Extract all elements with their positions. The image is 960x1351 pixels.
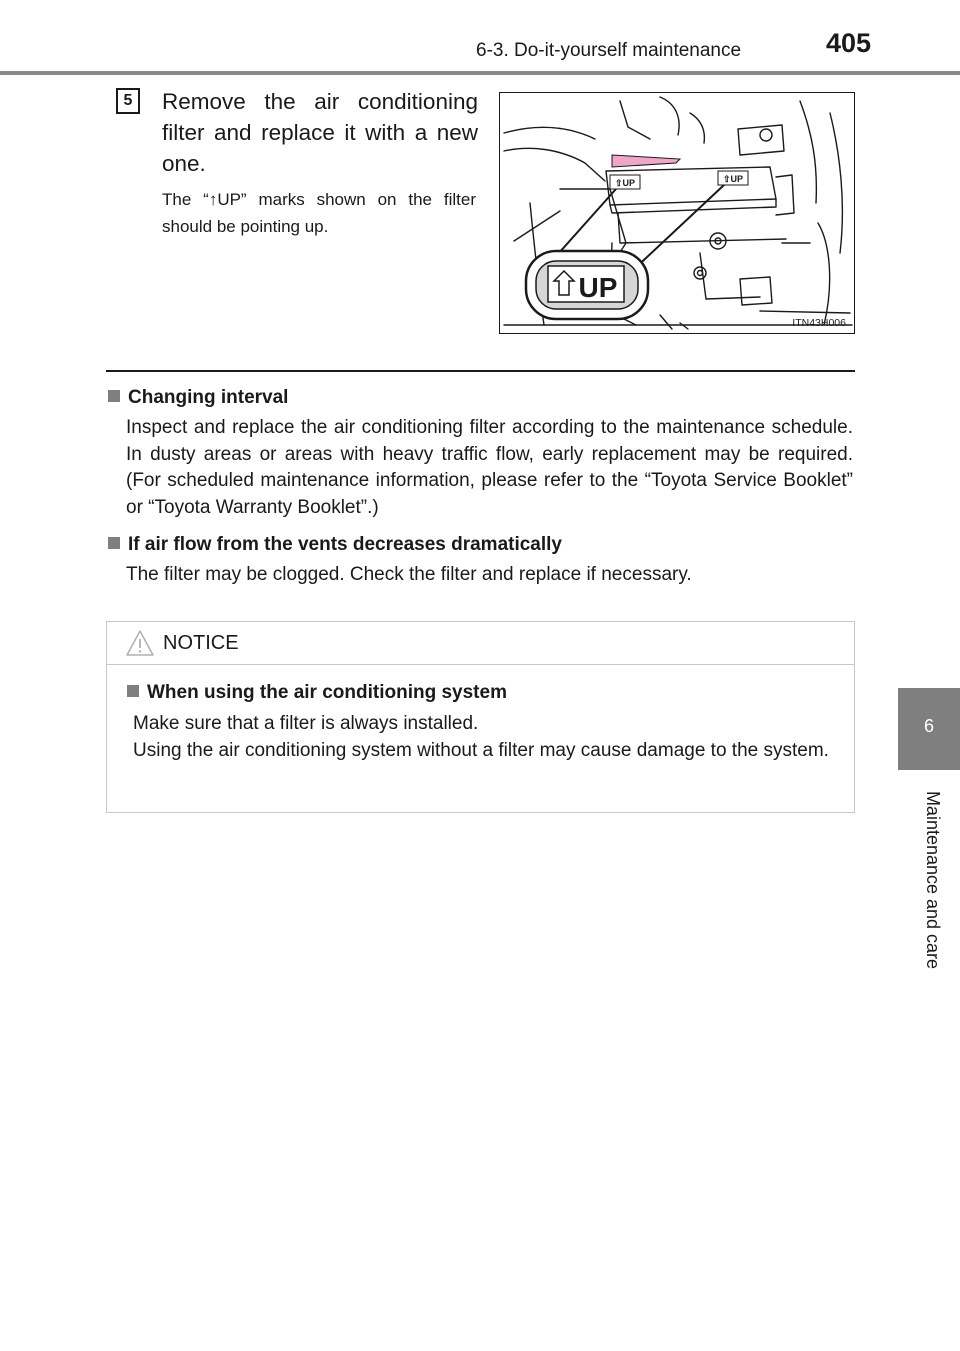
info-air-flow	[108, 532, 853, 589]
svg-text:⇧UP: ⇧UP	[722, 174, 744, 184]
svg-text:⇧UP: ⇧UP	[614, 178, 636, 188]
notice-content	[127, 680, 839, 764]
notice-text	[133, 710, 839, 764]
chapter-title: Maintenance and care	[923, 790, 943, 970]
notice-line-1: Make sure that a filter is always installed.	[133, 713, 479, 734]
section-divider	[106, 370, 855, 372]
filter-illustration	[499, 92, 855, 334]
step-note: The “↑UP” marks shown on the filter should be pointing up.	[162, 190, 476, 236]
info-body: Inspect and replace the air conditioning filter according to the maintenance schedule. In dusty areas or areas with heavy traffic flow, early replacement may be required. (For scheduled maintenance information, please refer to the “Toyota Service Booklet” or “Toyota Warranty Booklet”.)	[126, 417, 853, 518]
info-changing-interval	[108, 385, 853, 521]
svg-text:UP: UP	[578, 272, 618, 303]
chapter-number: 6	[923, 716, 934, 736]
filter-up-marks	[610, 171, 748, 189]
square-bullet-icon	[108, 390, 120, 402]
info-heading: If air flow from the vents decreases dramatically	[108, 532, 853, 558]
square-bullet-icon	[127, 685, 139, 697]
notice-line-2: Using the air conditioning system without a filter may cause damage to the system.	[133, 740, 829, 761]
step-number: 5	[116, 88, 140, 114]
notice-title: NOTICE	[163, 632, 239, 654]
notice-heading: When using the air conditioning system	[127, 680, 839, 706]
figure-code: ITN43H006	[792, 317, 846, 329]
header-divider	[0, 71, 960, 75]
filter-drawing	[500, 93, 855, 334]
step-instruction: Remove the air conditioning filter and replace it with a new one.	[162, 89, 478, 176]
page-number: 405	[826, 28, 872, 58]
info-body: The filter may be clogged. Check the filter and replace if necessary.	[126, 564, 692, 585]
warning-triangle-icon	[125, 628, 155, 658]
section-title: 6-3. Do-it-yourself maintenance	[476, 40, 742, 61]
info-heading: Changing interval	[108, 385, 853, 411]
square-bullet-icon	[108, 537, 120, 549]
notice-header	[107, 622, 854, 665]
chapter-tab	[898, 688, 960, 770]
notice-box	[106, 621, 855, 813]
